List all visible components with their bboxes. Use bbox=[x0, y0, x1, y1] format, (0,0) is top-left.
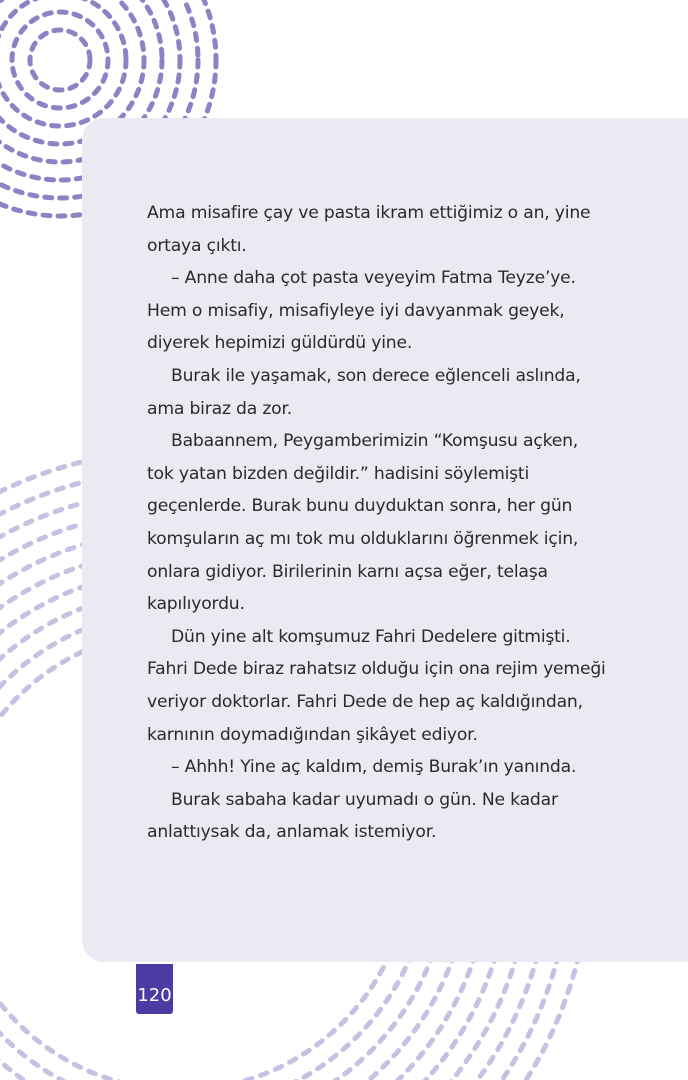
paragraph-3: Burak ile yaşamak, son derece eğlenceli aslında, ama biraz da zor. bbox=[147, 365, 581, 419]
paragraph-4: Babaannem, Peygamberimizin “Komşusu açken, tok yatan bizden değildir.” hadisini söylemişti geçenlerde. Burak bunu duyduktan sonra, her gün komşuların aç mı tok mu olduklarını öğrenmek için, onlara gidiyor. Birilerinin karnı açsa eğer, telaşa kapılıyordu. bbox=[147, 431, 579, 615]
page-number: 120 bbox=[136, 964, 173, 1014]
paragraph-2: – Anne daha çot pasta veyeyim Fatma Teyze’ye. Hem o misafiy, misafiyleye iyi davyanmak geyek, diyerek hepimizi güldürdü yine. bbox=[147, 268, 576, 354]
paragraph-5: Dün yine alt komşumuz Fahri Dedelere gitmişti. Fahri Dede biraz rahatsız olduğu için ona rejim yemeği veriyor doktorlar. Fahri Dede de hep aç kaldığından, karnının doymadığından şikâyet ediyor. bbox=[147, 626, 606, 745]
story-text bbox=[147, 197, 607, 849]
paragraph-6: – Ahhh! Yine aç kaldım, demiş Burak’ın yanında. bbox=[171, 757, 577, 778]
paragraph-7: Burak sabaha kadar uyumadı o gün. Ne kadar anlattıysak da, anlamak istemiyor. bbox=[147, 789, 558, 843]
paragraph-1: Ama misafire çay ve pasta ikram ettiğimiz o an, yine ortaya çıktı. bbox=[147, 203, 591, 256]
